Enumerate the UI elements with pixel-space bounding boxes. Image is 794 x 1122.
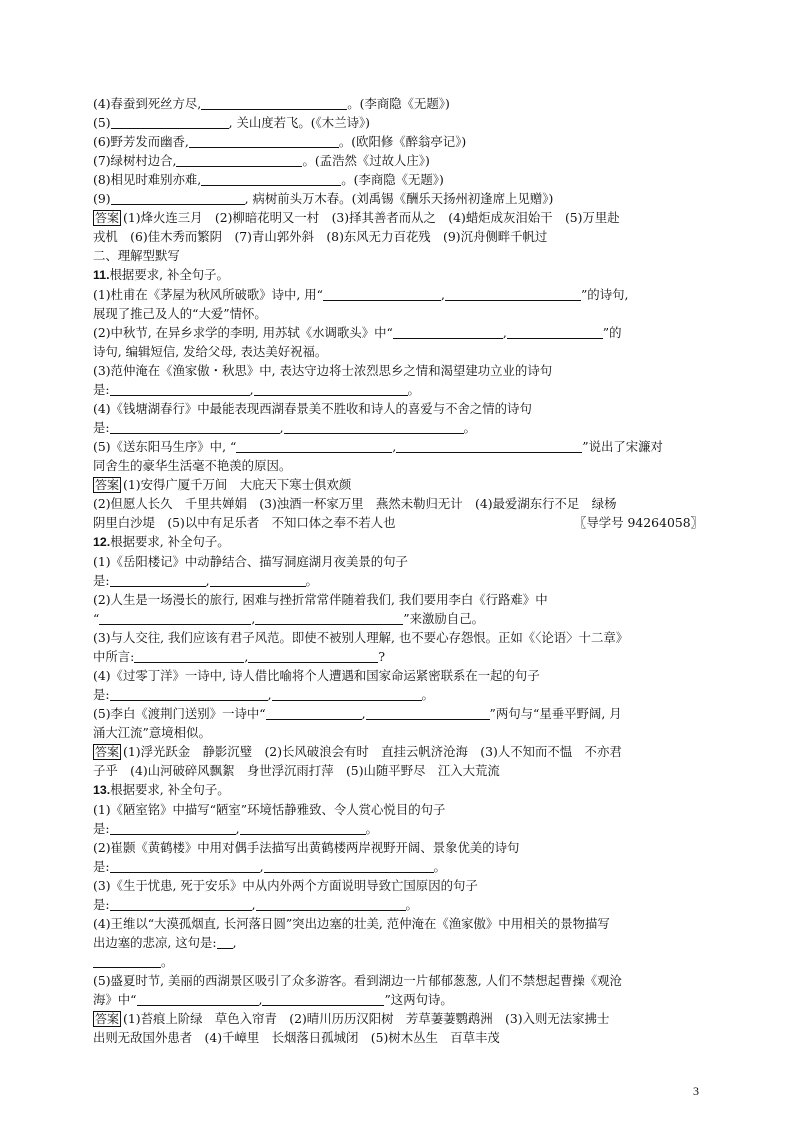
q12-item-2: (2)人生是一场漫长的旅行, 困难与挫折常常伴随着我们, 我们要用李白《行路难》中: [93, 592, 548, 607]
answer-label: 答案: [95, 478, 120, 492]
fill-blank: [366, 706, 490, 720]
q12-item-1-cont: 是: , 。: [93, 573, 318, 588]
q11-item-3-cont: 是: , 。: [93, 382, 420, 397]
section-title: 二、理解型默写: [93, 248, 180, 263]
fill-blank: [507, 325, 603, 339]
q13-item-2: (2)崔颢《黄鹤楼》中用对偶手法描写出黄鹤楼两岸视野开阔、景象优美的诗句: [93, 840, 520, 855]
fill-blank: [176, 153, 302, 167]
fill-blank: [110, 382, 250, 396]
item-5: (5) , 关山度若飞。(《木兰诗》): [93, 115, 371, 130]
q13-item-5-cont: 海》中“ , ”这两句诗。: [93, 992, 453, 1007]
q13-item-3-cont: 是: , 。: [93, 897, 418, 912]
fill-blank: [110, 821, 236, 835]
q11-item-5: (5)《送东阳马生序》中, “ , ”说出了宋濂对: [93, 439, 663, 454]
answer-block: 答案 (1)浮光跃金 静影沉璧 (2)长风破浪会有时 直挂云帆济沧海 (3)人不知而不愠 不亦君: [95, 744, 622, 759]
item-8: (8)相见时难别亦难, 。(李商隐《无题》): [93, 172, 444, 187]
answer-label: 答案: [95, 1012, 120, 1026]
fill-blank: [99, 611, 251, 625]
q13-item-2-cont: 是: , 。: [93, 859, 446, 874]
fill-blank: [236, 439, 392, 453]
q13-item-4: (4)王维以“大漠孤烟直, 长河落日圆”突出边塞的壮美, 范仲淹在《渔家傲》中用相关的景物描写: [93, 916, 610, 931]
fill-blank: [323, 287, 441, 301]
fill-blank: [262, 992, 384, 1006]
answer-continued: (2)但愿人长久 千里共婵娟 (3)浊酒一杯家万里 燕然未勒归无计 (4)最爱湖东行不足 绿杨: [93, 496, 617, 511]
fill-blank: [284, 420, 464, 434]
fill-blank: [256, 897, 406, 911]
q11-item-1: (1)杜甫在《茅屋为秋风所破歌》诗中, 用“ , ”的诗句,: [93, 287, 629, 302]
fill-blank: [111, 191, 245, 205]
q12-item-4: (4)《过零丁洋》一诗中, 诗人借比喻将个人遭遇和国家命运紧密联系在一起的句子: [93, 668, 540, 683]
q13-item-1-cont: 是: , 。: [93, 821, 378, 836]
answer-continued: 出则无敌国外患者 (4)千嶂里 长烟落日孤城闭 (5)树木丛生 百草丰茂: [93, 1030, 500, 1045]
fill-blank: [110, 897, 252, 911]
q11-item-3: (3)范仲淹在《渔家傲・秋思》中, 表达守边将士浓烈思乡之情和渴望建功立业的诗句: [93, 363, 553, 378]
q13-item-4-blank: 。: [93, 952, 703, 971]
q12-item-3-cont: 中所言: , ?: [93, 649, 385, 664]
item-6: (6)野芳发而幽香, 。(欧阳修《醉翁亭记》): [93, 134, 467, 149]
q13-item-3: (3)《生于忧患, 死于安乐》中从内外两个方面说明导致亡国原因的句子: [93, 878, 478, 893]
q11-item-4: (4)《钱塘湖春行》中最能表现西湖春景美不胜收和诗人的喜爱与不舍之情的诗句: [93, 401, 532, 416]
fill-blank: [264, 859, 434, 873]
fill-blank: [134, 649, 244, 663]
fill-blank: [201, 172, 341, 186]
fill-blank: [110, 859, 260, 873]
q12-item-5-cont: 涌大江流”意境相似。: [93, 725, 211, 740]
item-9: (9) , 病树前头万木春。(刘禹锡《酬乐天扬州初逢席上见赠》): [93, 191, 554, 206]
item-7: (7)绿树村边合, 。(孟浩然《过故人庄》): [93, 153, 430, 168]
q11-item-2: (2)中秋节, 在异乡求学的李明, 用苏轼《水调歌头》中“ , ”的: [93, 325, 622, 340]
answer-continued: 子乎 (4)山河破碎风飘絮 身世浮沉雨打萍 (5)山随平野尽 江入大荒流: [93, 763, 500, 778]
item-4: (4)春蚕到死丝方尽, 。(李商隐《无题》): [93, 96, 450, 111]
q11-item-2-cont: 诗句, 编辑短信, 发给父母, 表达美好祝福。: [93, 344, 328, 359]
fill-blank: [396, 439, 582, 453]
answer-label: 答案: [95, 745, 120, 759]
q11-item-4-cont: 是: , 。: [93, 420, 476, 435]
document-page: [93, 94, 703, 1047]
q12-item-1: (1)《岳阳楼记》中动静结合、描写洞庭湖月夜美景的句子: [93, 554, 408, 569]
question-13-title: 13.根据要求, 补全句子。: [93, 782, 230, 797]
q11-item-5-cont: 同舍生的豪华生活毫不艳羡的原因。: [93, 458, 292, 473]
answer-continued: 戎机 (6)佳木秀而繁阴 (7)青山郭外斜 (8)东风无力百花残 (9)沉舟侧畔千帆过: [93, 229, 548, 244]
q12-item-3: (3)与人交往, 我们应该有君子风范。即使不被别人理解, 也不要心存怨恨。正如《〈论语〉十二章》: [93, 630, 629, 645]
fill-blank: [445, 287, 581, 301]
question-12-title: 12.根据要求, 补全句子。: [93, 534, 230, 549]
fill-blank: [93, 954, 161, 968]
answer-continued: 阴里白沙堤 (5)以中有足乐者 不知口体之奉不若人也 〖导学号 94264058〗: [93, 515, 703, 530]
fill-blank: [201, 96, 347, 110]
fill-blank: [272, 687, 422, 701]
reference-number: 〖导学号 94264058〗: [574, 515, 703, 530]
fill-blank: [189, 134, 339, 148]
q12-item-4-cont: 是: , 。: [93, 687, 434, 702]
answer-block: 答案 (1)安得广厦千万间 大庇天下寒士俱欢颜: [95, 477, 352, 492]
fill-blank: [266, 706, 362, 720]
answer-label: 答案: [95, 211, 120, 225]
q13-item-5: (5)盛夏时节, 美丽的西湖景区吸引了众多游客。看到湖边一片郁郁葱葱, 人们不禁想起曹操《观沧: [93, 973, 622, 988]
fill-blank: [111, 115, 229, 129]
fill-blank: [255, 611, 403, 625]
q11-item-1-cont: 展现了推己及人的“大爱”情怀。: [93, 306, 267, 321]
q13-item-4-cont: 出边塞的悲凉, 这句是: ,: [93, 935, 237, 950]
answer-block: 答案 (1)苔痕上阶绿 草色入帘青 (2)晴川历历汉阳树 芳草萋萋鹦鹉洲 (3)入则无法家拂士: [95, 1011, 610, 1026]
fill-blank: [110, 573, 206, 587]
q12-item-5: (5)李白《渡荆门送别》一诗中“ , ”两句与“星垂平野阔, 月: [93, 706, 622, 721]
q13-item-1: (1)《陋室铭》中描写“陋室”环境恬静雅致、令人赏心悦目的句子: [93, 802, 446, 817]
fill-blank: [137, 992, 259, 1006]
page-number: 3: [693, 1084, 699, 1098]
fill-blank: [393, 325, 503, 339]
question-11-title: 11.根据要求, 补全句子。: [93, 267, 229, 282]
fill-blank: [217, 935, 233, 949]
q12-item-2-cont: “ , ”来激励自己。: [93, 611, 484, 626]
fill-blank: [110, 420, 280, 434]
answer-block: 答案 (1)烽火连三月 (2)柳暗花明又一村 (3)择其善者而从之 (4)蜡炬成灰泪始干 (5)万里赴: [95, 210, 620, 225]
fill-blank: [110, 687, 268, 701]
fill-blank: [254, 382, 408, 396]
fill-blank: [248, 649, 378, 663]
fill-blank: [210, 573, 306, 587]
fill-blank: [240, 821, 366, 835]
